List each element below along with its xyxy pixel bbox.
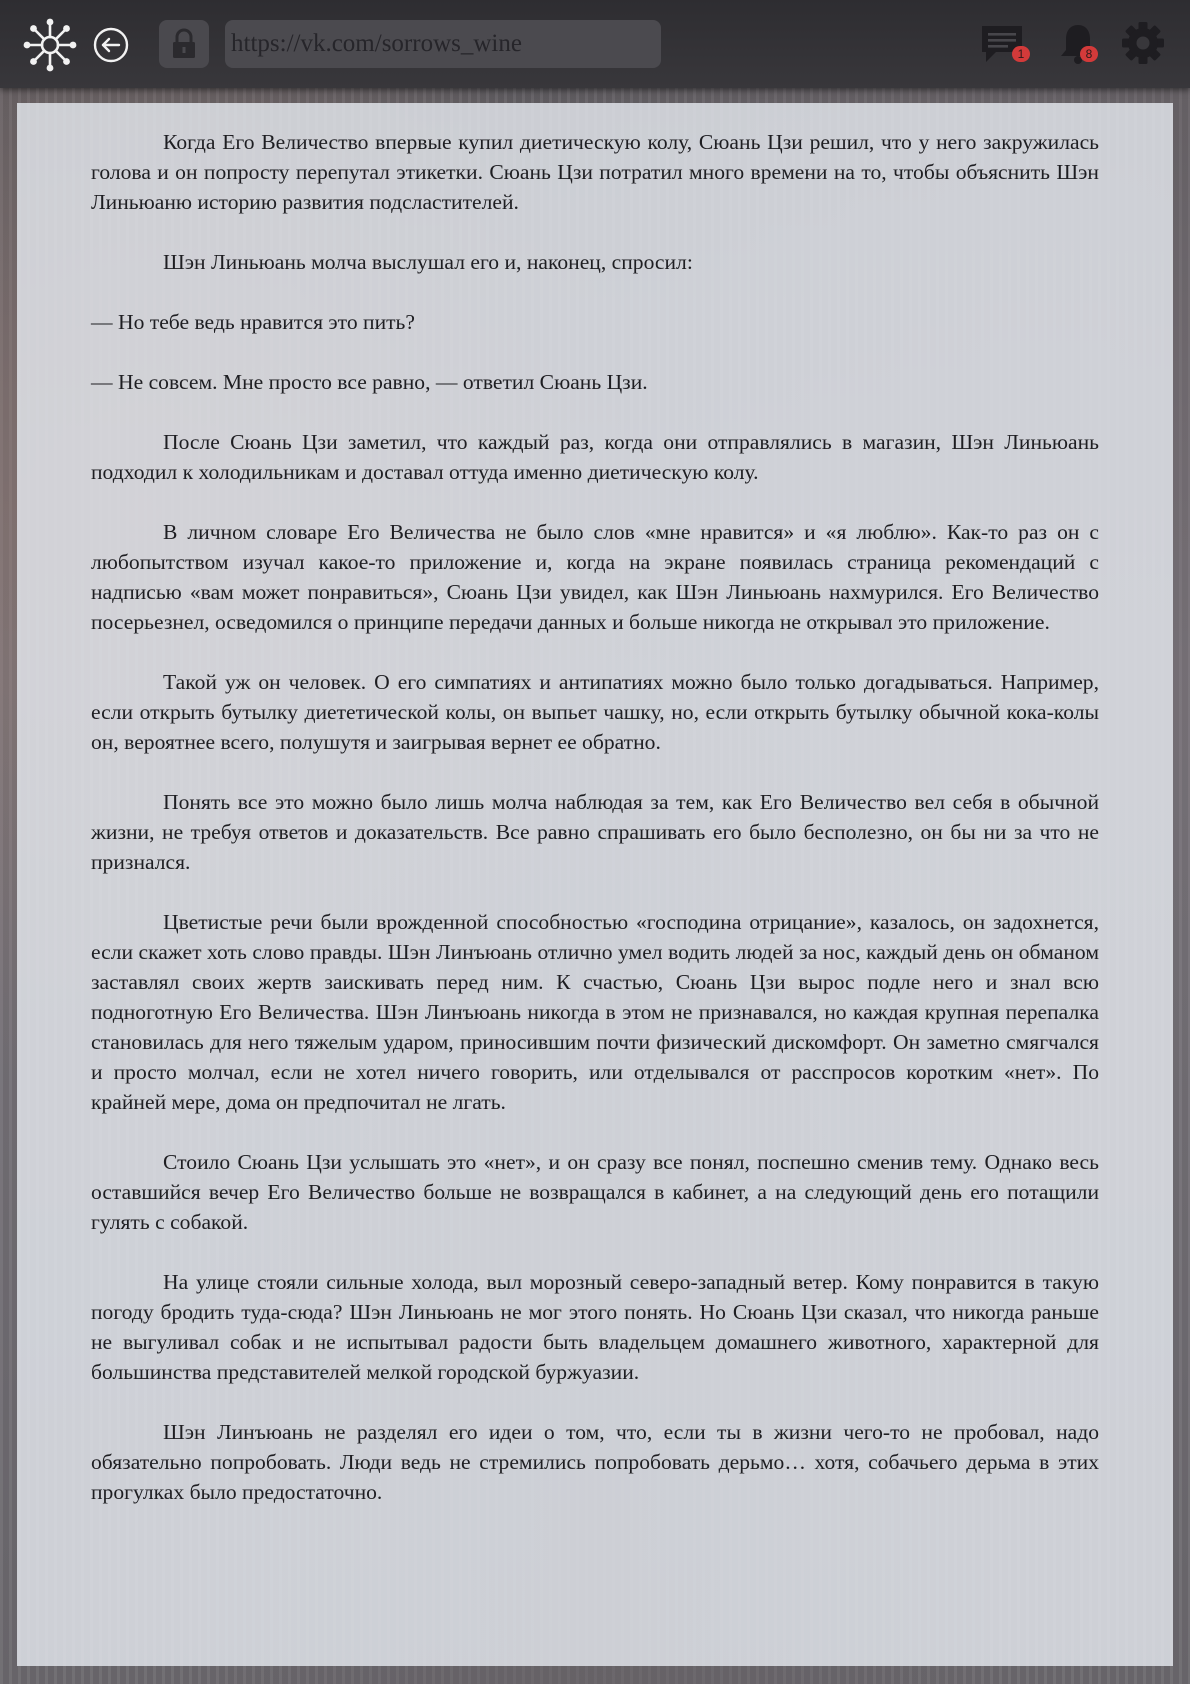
notifications-button[interactable] [1058, 20, 1108, 70]
paragraph: Такой уж он человек. О его симпатиях и антипатиях можно было только догадываться. Например, если открыть бутылку диететической колы, он выпьет чашку, но, если открыть бутылку обычной кока-колы он, вероятнее всего, полушутя и заигрывая вернет ее обратно. [91, 670, 1099, 754]
security-lock-button[interactable] [159, 20, 209, 68]
reading-panel [17, 103, 1173, 1666]
top-toolbar [0, 0, 1190, 88]
gear-icon [1120, 20, 1166, 66]
paragraph: Когда Его Величество впервые купил диетическую колу, Сюань Цзи решил, что у него закружилась голова и он попросту перепутал этикетки. Сюань Цзи потратил много времени на то, чтобы объяснить Шэн Линьюаню историю развития подсластителей. [91, 130, 1099, 214]
paragraph: Шэн Линъюань не разделял его идеи о том, что, если ты в жизни чего-то не пробовал, надо обязательно попробовать. Люди ведь не стремились попробовать дерьмо… хотя, собачьего дерьма в этих прогулках было предостаточно. [91, 1420, 1099, 1504]
paragraph: Цветистые речи были врожденной способностью «господина отрицание», казалось, он задохнется, если скажет хоть слово правды. Шэн Линъюань отлично умел водить людей за нос, каждый день он обманом заставлял своих жертв заискивать перед ним. К счастью, Сюань Цзи вырос подле него и знал всю подноготную Его Величества. Шэн Линъюань никогда в этом не признавался, но каждая крупная перепалка становилась для него тяжелым ударом, приносившим почти физический дискомфорт. Он заметно смягчался и просто молчал, если не хотел ничего говорить, или отделывался от расспросов коротким «нет». По крайней мере, дома он предпочитал не лгать. [91, 910, 1099, 1114]
address-bar[interactable] [225, 20, 661, 68]
paragraph: На улице стояли сильные холода, выл морозный северо-западный ветер. Кому понравится в такую погоду бродить туда-сюда? Шэн Линьюань не мог этого понять. Но Сюань Цзи сказал, что никогда раньше не выгуливал собак и не испытывал радости быть владельцем домашнего животного, характерной для большинства представителей мелкой городской буржуазии. [91, 1270, 1099, 1384]
paragraph: В личном словаре Его Величества не было слов «мне нравится» и «я люблю». Как-то раз он с любопытством изучал какое-то приложение и, когда на экране появилась страница рекомендаций с надписью «вам может понравиться», Сюань Цзи увидел, как Шэн Линьюань нахмурился. Его Величество посерьезнел, осведомился о принципе передачи данных и больше никогда не открывал это приложение. [91, 520, 1099, 634]
paragraph: Понять все это можно было лишь молча наблюдая за тем, как Его Величество вел себя в обычной жизни, не требуя ответов и доказательств. Все равно спрашивать его было бесполезно, он бы ни за что не признался. [91, 790, 1099, 874]
back-arrow-icon [93, 27, 129, 63]
notifications-badge: 8 [1080, 46, 1098, 62]
lock-icon [169, 28, 199, 60]
paragraph: Шэн Линьюань молча выслушал его и, наконец, спросил: [163, 250, 693, 274]
dialog-line: — Но тебе ведь нравится это пить? [91, 310, 415, 334]
paragraph: После Сюань Цзи заметил, что каждый раз, когда они отправлялись в магазин, Шэн Линьюань подходил к холодильникам и доставал оттуда именно диетическую колу. [91, 430, 1099, 484]
network-hub-icon[interactable] [22, 17, 78, 73]
messages-badge: 1 [1012, 46, 1030, 62]
messages-button[interactable] [980, 20, 1030, 70]
settings-button[interactable] [1120, 20, 1170, 70]
url-input[interactable] [231, 30, 655, 58]
paragraph: Стоило Сюань Цзи услышать это «нет», и он сразу все понял, поспешно сменив тему. Однако весь оставшийся вечер Его Величество больше не возвращался в кабинет, а на следующий день его потащили гулять с собакой. [91, 1150, 1099, 1234]
dialog-line: — Не совсем. Мне просто все равно, — ответил Сюань Цзи. [91, 370, 648, 394]
back-button[interactable] [93, 27, 129, 63]
